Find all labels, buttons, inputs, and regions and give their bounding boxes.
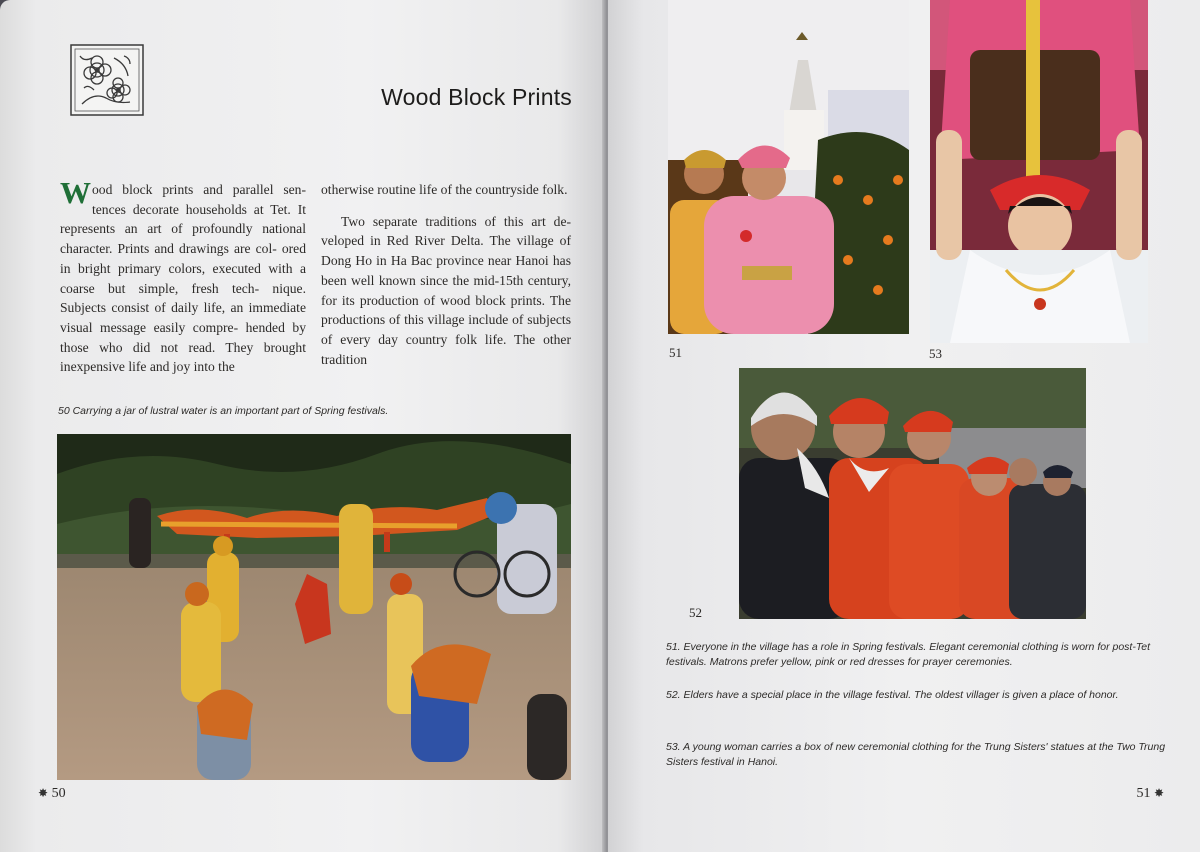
body-paragraph: ood block prints and parallel sen- tences decorate households at Tet. It represents an art of profoundly national character. Prints and drawings are col- ored in bright primary colors, executed with a coarse but simple, fresh tech- nique. Subjects consist of daily life, an immediate visual message easily compre- hended by those who did not read. They brought inexpensive life and joy into the — [60, 182, 306, 375]
page-number — [38, 786, 66, 802]
festival-procession-photo — [57, 434, 571, 780]
photo-caption-52: 52. Elders have a special place in the village festival. The oldest villager is given a place of honor. — [666, 689, 1119, 701]
matrons-photo — [668, 0, 909, 334]
text-column-2 — [321, 180, 571, 369]
photo-number-51: 51 — [669, 345, 682, 360]
photo-number-53: 53 — [929, 346, 942, 361]
text-column-1 — [60, 175, 306, 377]
photo-caption-51: 51. Everyone in the village has a role in Spring festivals. Elegant ceremonial clothing is worn for post-Tet festivals. Matrons prefer yellow, pink or red dresses for prayer ceremonies. — [666, 641, 1151, 668]
page-number-value: 50 — [51, 786, 66, 801]
village-elders-photo — [739, 368, 1086, 619]
photo-caption-53: 53. A young woman carries a box of new ceremonial clothing for the Trung Sisters' statues at the Two Trung Sisters festival in Hanoi. — [666, 741, 1166, 768]
folio-mark: ✸ — [38, 786, 49, 800]
page-title: Wood Block Prints — [381, 84, 572, 110]
body-paragraph: otherwise routine life of the countryside folk. — [321, 182, 568, 197]
young-woman-photo — [930, 0, 1148, 343]
photo-number-52: 52 — [689, 605, 702, 620]
page-number-value: 51 — [1136, 786, 1151, 801]
page-number — [1136, 786, 1164, 802]
right-page — [608, 0, 1200, 852]
drop-cap: W — [60, 175, 91, 210]
photo-caption-50: 50 Carrying a jar of lustral water is an important part of Spring festivals. — [58, 405, 389, 417]
body-paragraph: Two separate traditions of this art de- veloped in Red River Delta. The village of Dong Ho in Ha Bac province near Hanoi has been well known since the mid-15th century, for its production of wood block prints. The productions of this village include of subjects of every day country folk life. The other tradition — [321, 213, 571, 367]
folio-mark: ✸ — [1153, 786, 1164, 800]
flower-ornament-icon — [70, 44, 144, 116]
